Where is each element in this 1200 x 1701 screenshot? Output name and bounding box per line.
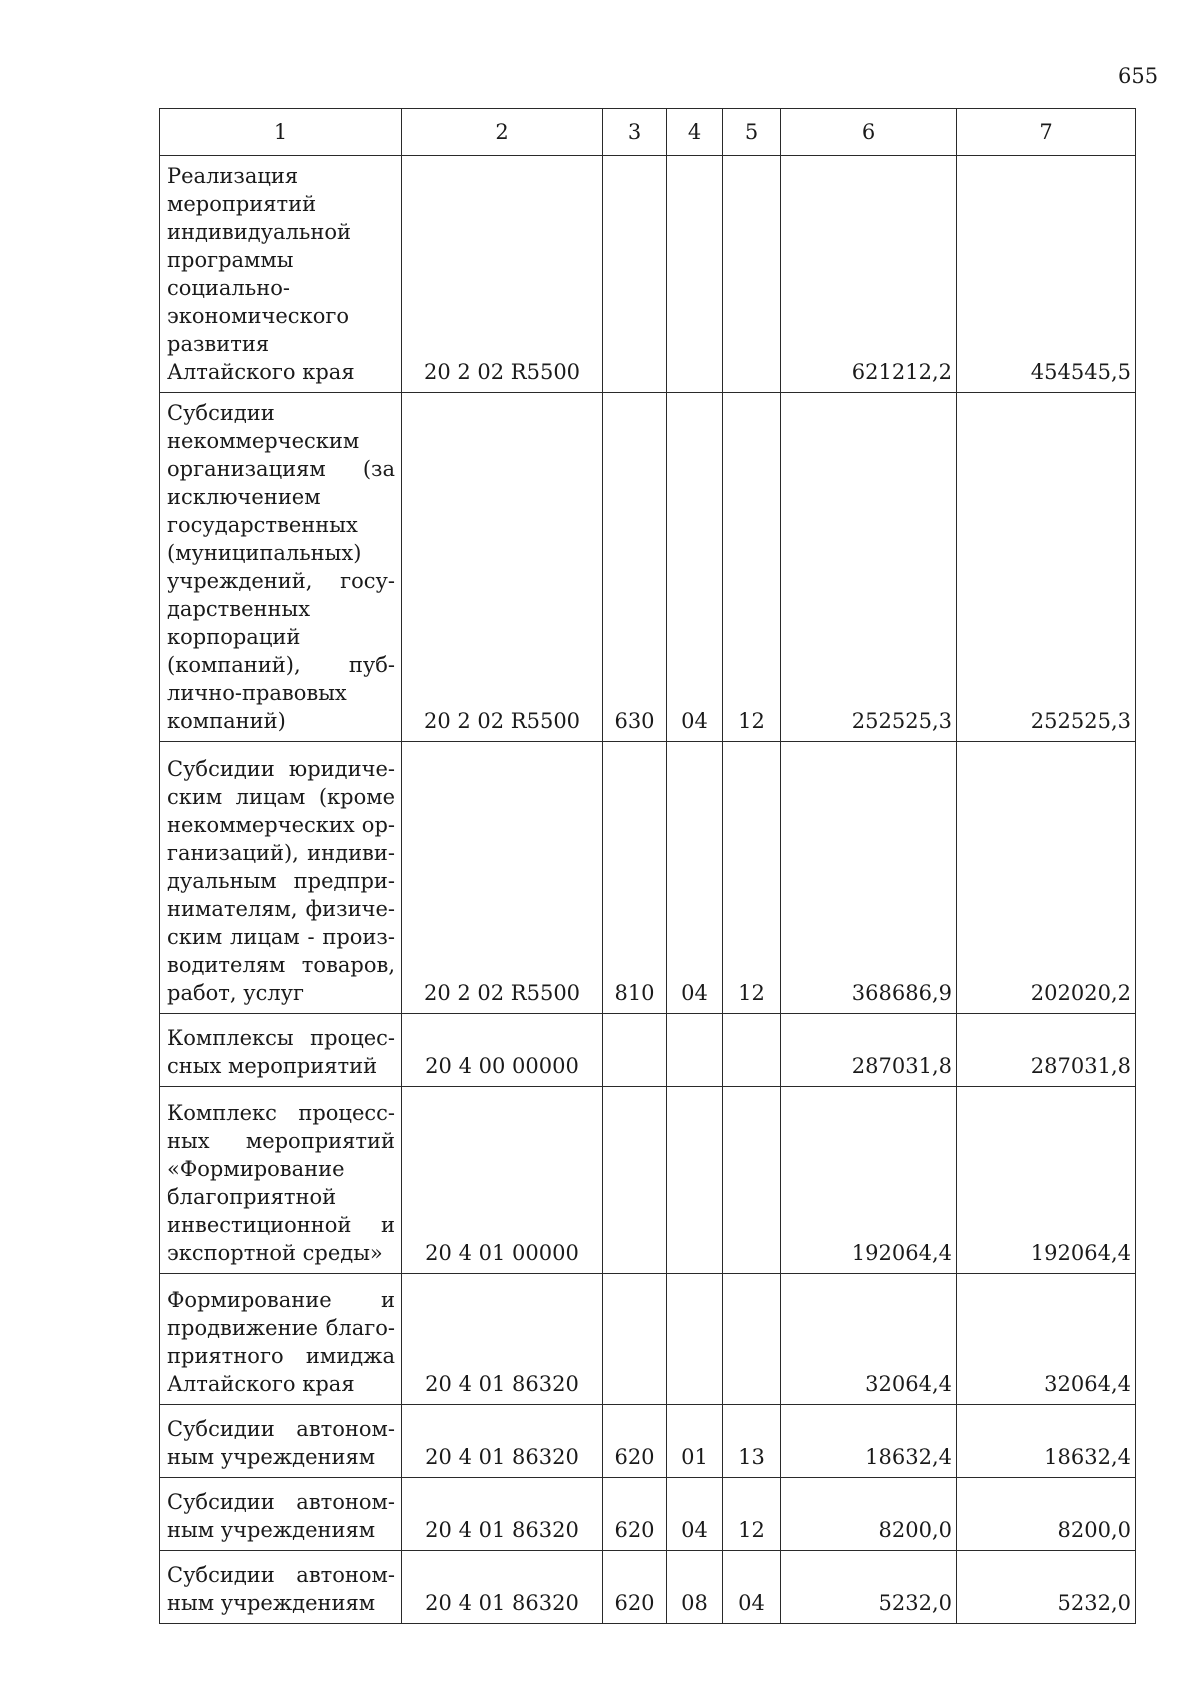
row-value-7: 454545,5 <box>957 156 1136 393</box>
row-col3 <box>603 1014 667 1087</box>
row-col3 <box>603 1087 667 1274</box>
table-header-row <box>160 109 1136 156</box>
row-col4 <box>667 1014 723 1087</box>
row-value-7: 202020,2 <box>957 742 1136 1014</box>
row-col5: 12 <box>723 742 781 1014</box>
column-header: 5 <box>723 109 781 156</box>
row-code: 20 4 01 00000 <box>402 1087 603 1274</box>
column-header: 3 <box>603 109 667 156</box>
row-code: 20 2 02 R5500 <box>402 393 603 742</box>
row-code: 20 4 01 86320 <box>402 1478 603 1551</box>
row-code: 20 4 00 00000 <box>402 1014 603 1087</box>
row-name: Субсидии некоммерческим организациям (за исключением государственных (муниципальных) учреждений, государственных корпораций (компаний), публично-правовых компаний) <box>160 393 402 742</box>
row-value-6: 287031,8 <box>781 1014 957 1087</box>
row-col3: 620 <box>603 1405 667 1478</box>
row-value-7: 287031,8 <box>957 1014 1136 1087</box>
row-value-7: 18632,4 <box>957 1405 1136 1478</box>
row-value-7: 8200,0 <box>957 1478 1136 1551</box>
row-col5 <box>723 156 781 393</box>
row-code: 20 2 02 R5500 <box>402 156 603 393</box>
row-col5: 04 <box>723 1551 781 1624</box>
row-col3: 620 <box>603 1478 667 1551</box>
row-code: 20 4 01 86320 <box>402 1405 603 1478</box>
row-value-6: 252525,3 <box>781 393 957 742</box>
row-name: Комплексы процессных мероприятий <box>160 1014 402 1087</box>
row-name: Субсидии юридическим лицам (кроме некоммерческих организаций), индивидуальным предпринимателям, физическим лицам - производителям товаров, работ, услуг <box>160 742 402 1014</box>
row-code: 20 2 02 R5500 <box>402 742 603 1014</box>
row-col4: 04 <box>667 393 723 742</box>
budget-table <box>159 108 1136 1624</box>
row-value-6: 192064,4 <box>781 1087 957 1274</box>
row-value-7: 252525,3 <box>957 393 1136 742</box>
row-value-6: 5232,0 <box>781 1551 957 1624</box>
row-col3: 620 <box>603 1551 667 1624</box>
row-value-7: 192064,4 <box>957 1087 1136 1274</box>
column-header: 1 <box>160 109 402 156</box>
row-value-7: 5232,0 <box>957 1551 1136 1624</box>
table-row <box>160 1274 1136 1405</box>
table-row <box>160 156 1136 393</box>
column-header: 2 <box>402 109 603 156</box>
row-name: Субсидии автономным учреждениям <box>160 1551 402 1624</box>
table-row <box>160 1014 1136 1087</box>
table-row <box>160 1087 1136 1274</box>
row-name: Субсидии автономным учреждениям <box>160 1405 402 1478</box>
row-col5 <box>723 1274 781 1405</box>
row-col3 <box>603 1274 667 1405</box>
row-value-7: 32064,4 <box>957 1274 1136 1405</box>
row-value-6: 32064,4 <box>781 1274 957 1405</box>
row-name: Формирование и продвижение благоприятного имиджа Алтайского края <box>160 1274 402 1405</box>
row-col4 <box>667 1087 723 1274</box>
table-row <box>160 1405 1136 1478</box>
column-header: 7 <box>957 109 1136 156</box>
row-name: Субсидии автономным учреждениям <box>160 1478 402 1551</box>
row-value-6: 18632,4 <box>781 1405 957 1478</box>
row-col5 <box>723 1087 781 1274</box>
table-row <box>160 742 1136 1014</box>
row-name: Комплекс процессных мероприятий «Формирование благоприятной инвестиционной и экспортной среды» <box>160 1087 402 1274</box>
row-col5: 13 <box>723 1405 781 1478</box>
row-name: Реализация мероприятий индивидуальной программы социально-экономического развития Алтайского края <box>160 156 402 393</box>
row-col4 <box>667 1274 723 1405</box>
page-number: 655 <box>1118 64 1159 88</box>
table-row <box>160 393 1136 742</box>
row-col4 <box>667 156 723 393</box>
row-col4: 01 <box>667 1405 723 1478</box>
row-col4: 04 <box>667 742 723 1014</box>
row-col5 <box>723 1014 781 1087</box>
row-col3: 630 <box>603 393 667 742</box>
row-col5: 12 <box>723 1478 781 1551</box>
row-value-6: 368686,9 <box>781 742 957 1014</box>
column-header: 4 <box>667 109 723 156</box>
row-value-6: 8200,0 <box>781 1478 957 1551</box>
row-col3: 810 <box>603 742 667 1014</box>
row-col4: 08 <box>667 1551 723 1624</box>
row-col3 <box>603 156 667 393</box>
row-code: 20 4 01 86320 <box>402 1551 603 1624</box>
table-row <box>160 1478 1136 1551</box>
table-row <box>160 1551 1136 1624</box>
column-header: 6 <box>781 109 957 156</box>
row-code: 20 4 01 86320 <box>402 1274 603 1405</box>
row-value-6: 621212,2 <box>781 156 957 393</box>
row-col5: 12 <box>723 393 781 742</box>
row-col4: 04 <box>667 1478 723 1551</box>
